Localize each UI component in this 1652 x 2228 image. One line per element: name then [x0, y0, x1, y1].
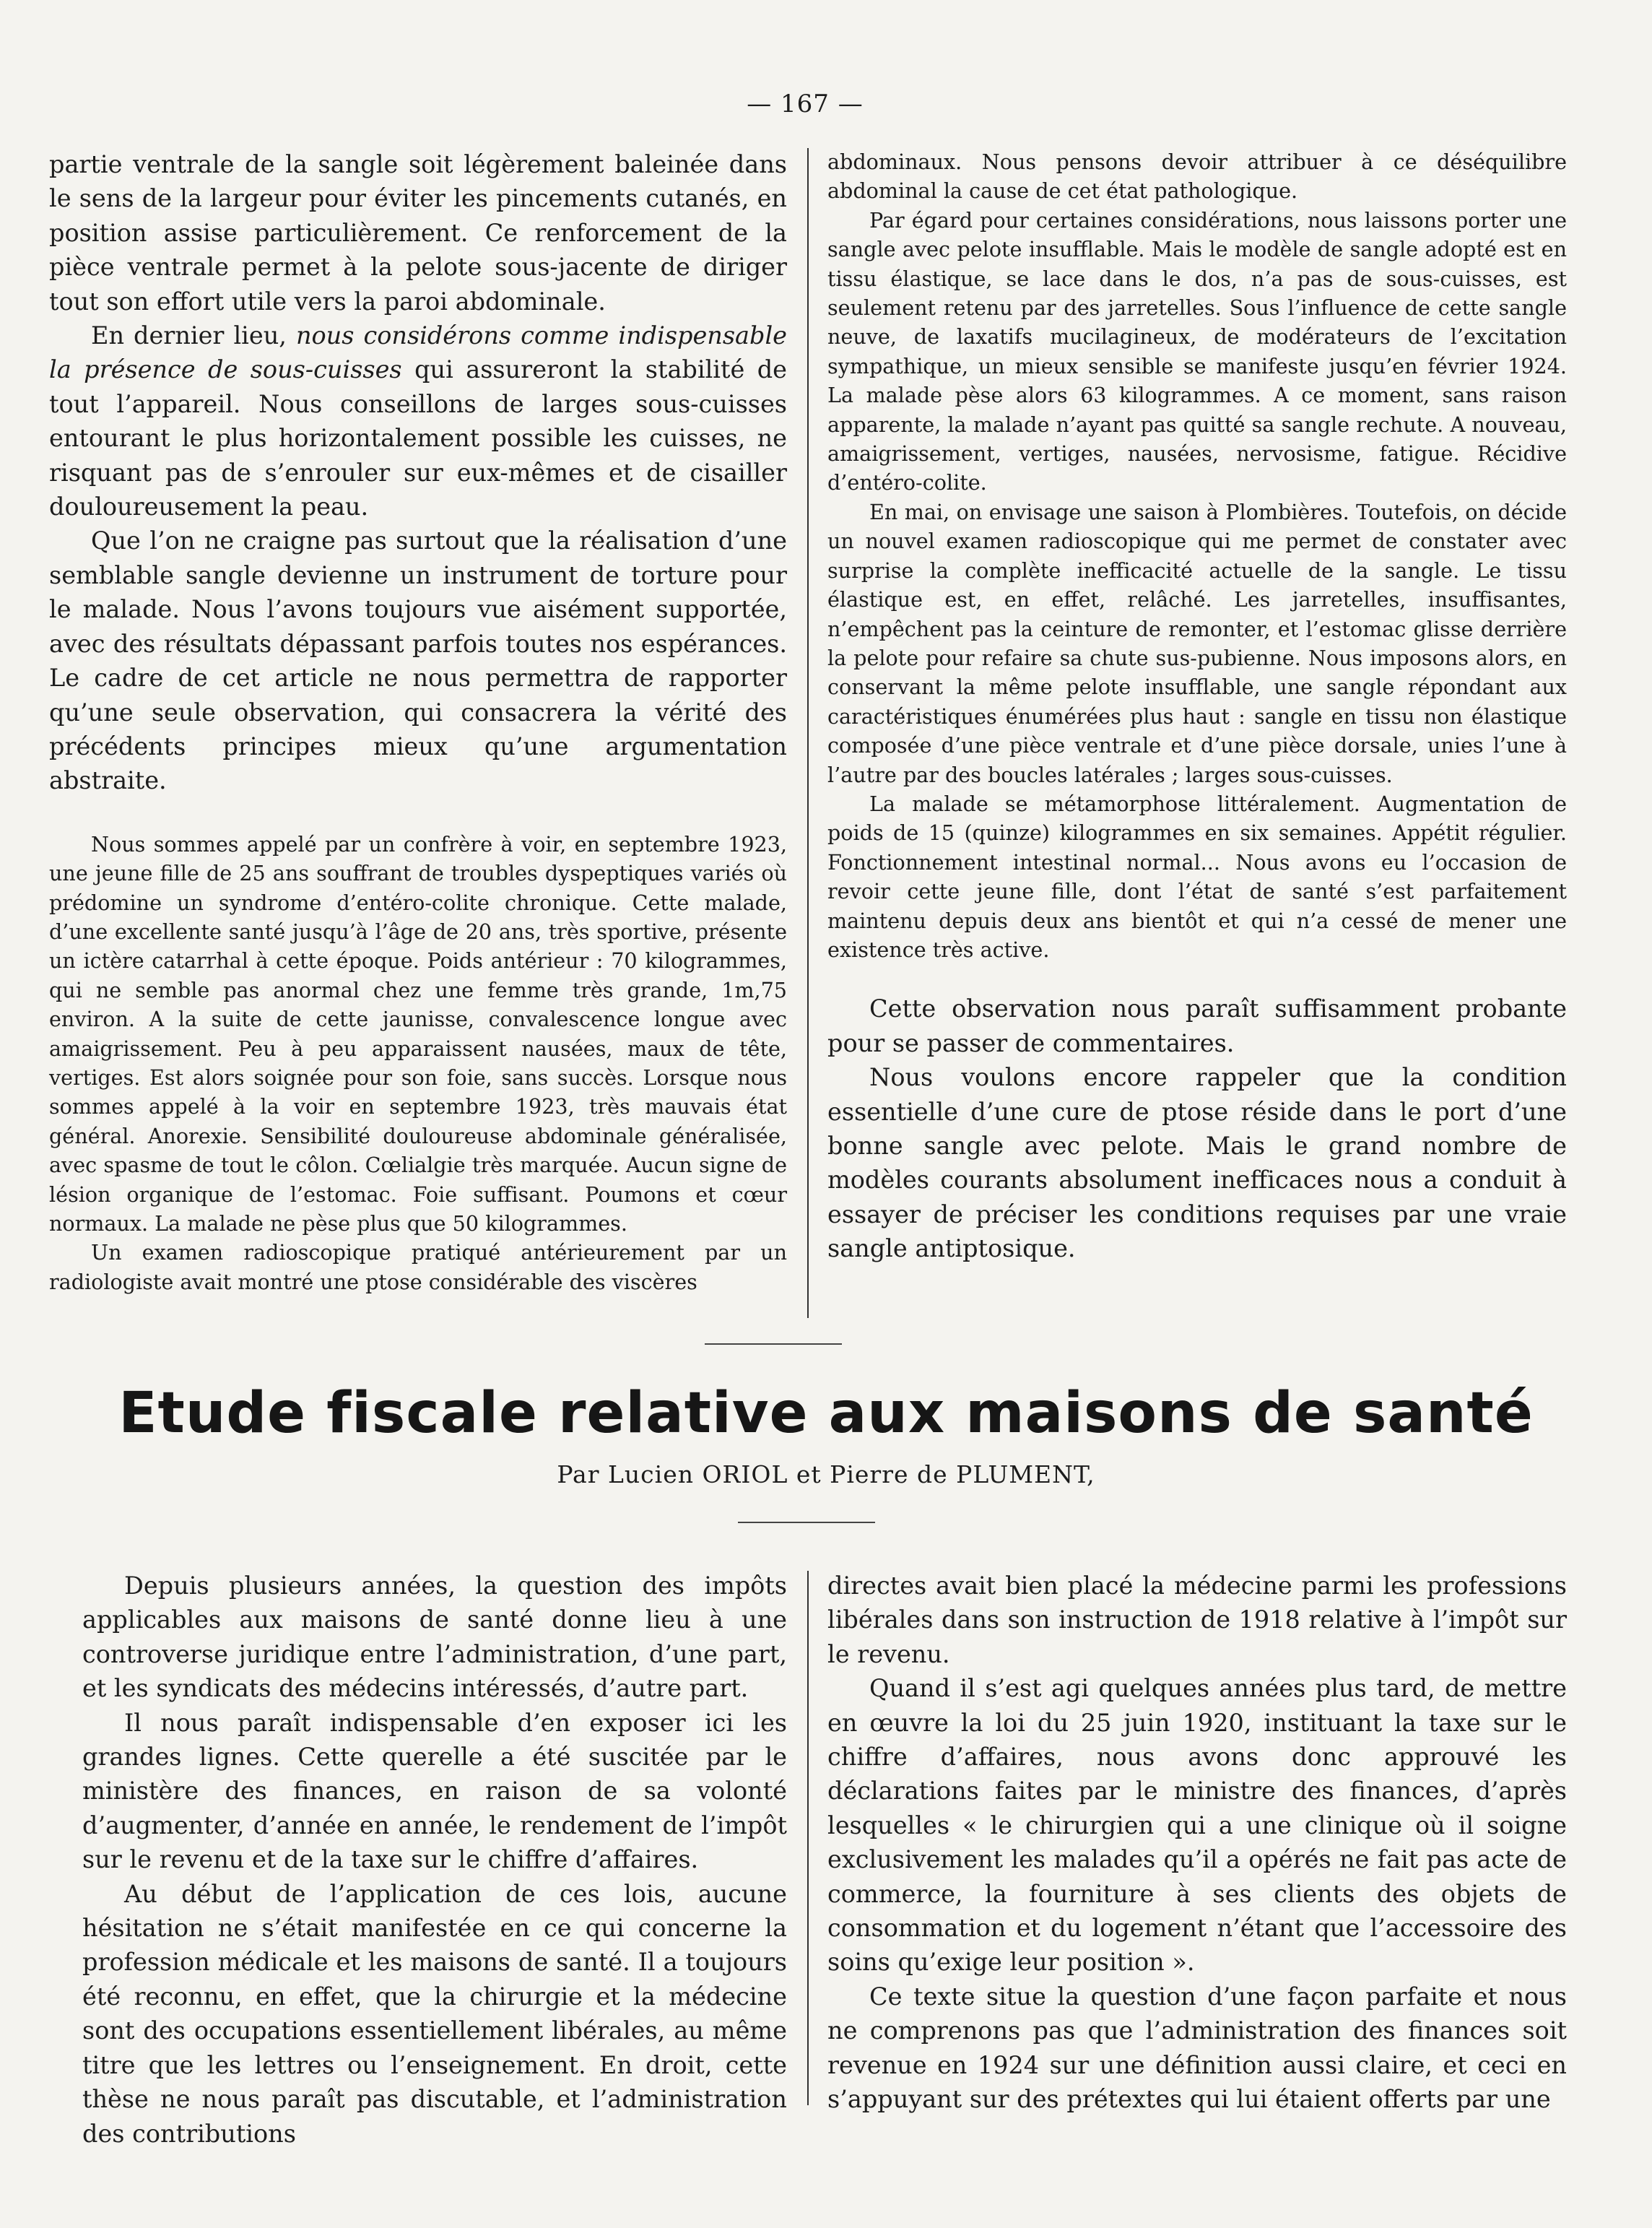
paragraph: partie ventrale de la sangle soit légèrement baleinée dans le sens de la largeur pour éviter les pincements cutanés, en position assise particulièrement. Ce renforcement de la pièce ventrale permet à la pelote sous-jacente de diriger tout son effort utile vers la paroi abdominale. [49, 150, 787, 316]
paragraph: Au début de l’application de ces lois, aucune hésitation ne s’était manifestée en ce qui concerne la profession médicale et les maisons de santé. Il a toujours été reconnu, en effet, que la chirurgie et la médecine sont des occupations essentiellement libérales, au même titre que les lettres ou l’enseignement. En droit, cette thèse ne nous paraît pas discutable, et l’administration des contributions [82, 1879, 787, 2148]
observation-paragraph: Nous sommes appelé par un confrère à voir, en septembre 1923, une jeune fille de 25 ans souffrant de troubles dyspeptiques variés où prédomine un syndrome d’entéro-colite chronique. Cette malade, d’une excellente santé jusqu’à l’âge de 20 ans, très sportive, présente un ictère catarrhal à cette époque. Poids antérieur : 70 kilogrammes, qui ne semble pas anormal chez une femme très grande, 1m,75 environ. A la suite de cette jaunisse, convalescence longue avec amaigrissement. Peu à peu apparaissent nausées, maux de tête, vertiges. Est alors soignée pour son foie, sans succès. Lorsque nous sommes appelé à la voir en septembre 1923, très mauvais état général. Anorexie. Sensibilité douloureuse abdominale généralisée, avec spasme de tout le côlon. Cœlialgie très marquée. Aucun signe de lésion organique de l’estomac. Foie suffisant. Poumons et cœur normaux. La malade ne pèse plus que 50 kilogrammes. [49, 831, 787, 1236]
column-rule [807, 148, 809, 1318]
text-run: En dernier lieu, [91, 321, 287, 350]
paragraph: Il nous paraît indispensable d’en exposer ici les grandes lignes. Cette querelle a été suscitée par le ministère des finances, en raison de sa volonté d’augmenter, d’année en année, le rendement de l’impôt sur le revenu et de la taxe sur le chiffre d’affaires. [82, 1708, 787, 1874]
title-separator [738, 1522, 875, 1523]
observation-paragraph: Par égard pour certaines considérations, nous laissons porter une sangle avec pelote insufflable. Mais le modèle de sangle adopté est en tissu élastique, se lace dans le dos, n’a pas de sous-cuisses, est seulement retenu par des jarretelles. Sous l’influence de cette sangle neuve, de laxatifs mucilagineux, de modérateurs de l’excitation sympathique, un mieux sensible se manifeste jusqu’en février 1924. La malade pèse alors 63 kilogrammes. A ce moment, sans raison apparente, la malade n’ayant pas quitté sa sangle rechute. A nouveau, amaigrissement, vertiges, nausées, nervosisme, fatigue. Récidive d’entéro-colite. [827, 207, 1567, 495]
article-continuation-left-column [49, 147, 787, 1296]
paragraph-sous-cuisses [49, 318, 787, 524]
observation-paragraph: Un examen radioscopique pratiqué antérieurement par un radiologiste avait montré une ptose considérable des viscères [49, 1240, 787, 1294]
section-separator [705, 1343, 842, 1345]
article-continuation-right-column [827, 147, 1567, 1266]
text-run: qui assureront la stabilité de tout l’appareil. Nous conseillons de larges sous-cuisses entourant le plus horizontalement possible les cuisses, ne risquant pas de s’enrouler sur eux-mêmes et de cisailler douloureusement la peau. [49, 355, 788, 521]
paragraph: directes avait bien placé la médecine parmi les professions libérales dans son instruction de 1918 relative à l’impôt sur le revenu. [827, 1572, 1567, 1668]
paragraph: Depuis plusieurs années, la question des impôts applicables aux maisons de santé donne lieu à une controverse juridique entre l’administration, d’une part, et les syndicats des médecins intéressés, d’autre part. [82, 1572, 787, 1703]
article-title: Etude fiscale relative aux maisons de santé [118, 1381, 1534, 1446]
page-number: — 167 — [747, 90, 864, 118]
article-byline: Par Lucien ORIOL et Pierre de PLUMENT, [557, 1460, 1095, 1488]
observation-paragraph: En mai, on envisage une saison à Plombières. Toutefois, on décide un nouvel examen radioscopique qui me permet de constater avec surprise la complète inefficacité actuelle de la sangle. Le tissu élastique est, en effet, relâché. Les jarretelles, insuffisantes, n’empêchent pas la ceinture de remonter, et l’estomac glisse derrière la pelote pour refaire sa chute sus-pubienne. Nous imposons alors, en conservant la même pelote insufflable, une sangle répondant aux caractéristiques énumérées plus haut : sangle en tissu non élastique composée d’une pièce ventrale et d’une pièce dorsale, unies l’une à l’autre par des boucles latérales ; larges sous-cuisses. [827, 499, 1567, 787]
observation-paragraph: La malade se métamorphose littéralement. Augmentation de poids de 15 (quinze) kilogrammes en six semaines. Appétit régulier. Fonctionnement intestinal normal... Nous avons eu l’occasion de revoir cette jeune fille, dont l’état de santé s’est parfaitement maintenu depuis deux ans bientôt et qui n’a cessé de mener une existence très active. [827, 791, 1567, 962]
article-left-column [82, 1569, 787, 2151]
article-right-column [827, 1569, 1567, 2117]
column-rule [807, 1571, 809, 2105]
observation-paragraph: abdominaux. Nous pensons devoir attribuer à ce déséquilibre abdominal la cause de cet état pathologique. [827, 149, 1567, 204]
paragraph: Nous voulons encore rappeler que la condition essentielle d’une cure de ptose réside dans le port d’une bonne sangle avec pelote. Mais le grand nombre de modèles courants absolument inefficaces nous a conduit à essayer de préciser les conditions requises par une vraie sangle antiptosique. [827, 1063, 1567, 1263]
spacer [49, 798, 787, 830]
paragraph: Que l’on ne craigne pas surtout que la réalisation d’une semblable sangle devienne un instrument de torture pour le malade. Nous l’avons toujours vue aisément supportée, avec des résultats dépassant parfois toutes nos espérances. Le cadre de cet article ne nous permettra de rapporter qu’une seule observation, qui consacrera la vérité des précédents principes mieux qu’une argumentation abstraite. [49, 526, 787, 795]
paragraph: Ce texte situe la question d’une façon parfaite et nous ne comprenons pas que l’administration des finances soit revenue en 1924 sur une définition aussi claire, et ceci en s’appuyant sur des prétextes qui lui étaient offerts par une [827, 1982, 1567, 2114]
paragraph: Quand il s’est agi quelques années plus tard, de mettre en œuvre la loi du 25 juin 1920, instituant la taxe sur le chiffre d’affaires, nous avons donc approuvé les déclarations faites par le ministre des finances, d’après lesquelles « le chirurgien qui a une clinique où il soigne exclusivement les malades qu’il a opérés ne fait pas acte de commerce, la fourniture à ses clients des objets de consommation et du logement n’étant que l’accessoire des soins qu’exige leur position ». [827, 1674, 1567, 1977]
paragraph: Cette observation nous paraît suffisamment probante pour se passer de commentaires. [827, 994, 1567, 1057]
spacer [827, 964, 1567, 992]
emphasis-text: nous considérons comme indispensable la présence de sous-cuisses [49, 321, 788, 384]
